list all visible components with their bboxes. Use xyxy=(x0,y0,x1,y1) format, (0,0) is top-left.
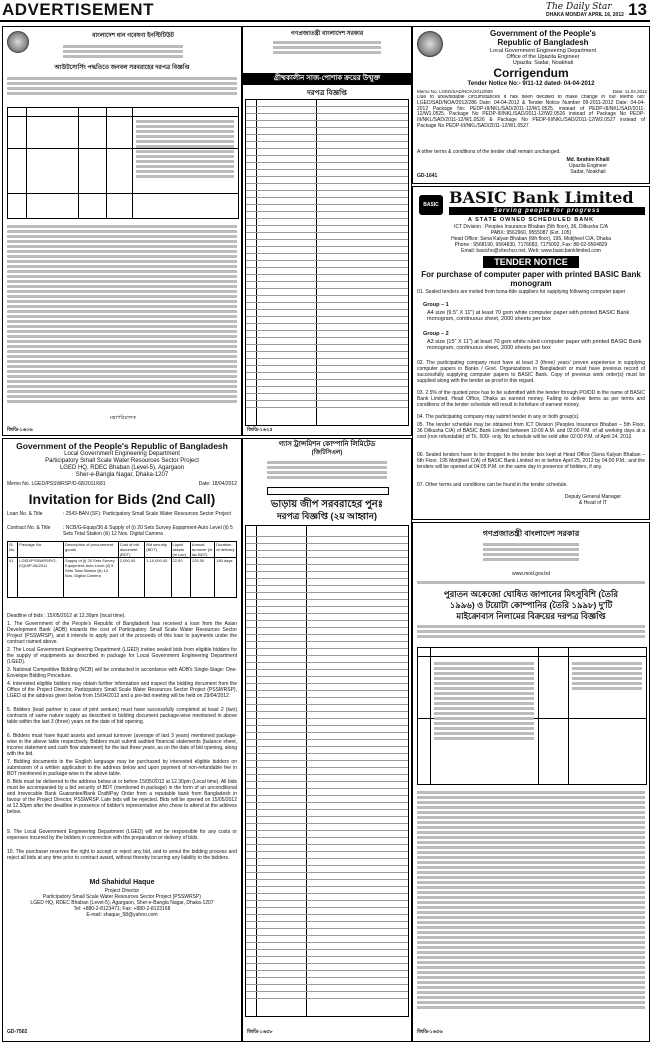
issue-date: DHAKA MONDAY APRIL 16, 2012 xyxy=(546,12,624,18)
brri-subtitle: আউটসোর্সিং পদ্ধতিতে জনবল সরবরাহের দরপত্র বিজ্ঞপ্তি xyxy=(54,65,190,71)
para-8: 8. Bids must be delivered to the address below at or before 15/05/2012 at 12.30pm (Local time). All bids must be accompanied by a bid security of BDT (mentioned in package) in the form of an unconditional and irrevocable Bank Guarantee/Bank Draft/Pay Order from a reputable bank from Bangladesh in favour of the Project Director, PSSWRSP. Late bids will be rejected. Bids will be opened on 15/05/2012 at 12.50pm after the deadline in presence of bidder's representative who chose to attend at the address below. xyxy=(7,779,237,815)
bank-address5: Email: basicho@citechco.net, Web: www.basicbanklimited.com xyxy=(461,248,601,254)
signatory-place: Sadar, Noakhali xyxy=(570,169,606,175)
bank-address3: Head Office: Sena Kalyan Bhaban (6th floor), 195, Motijheel C/A, Dhaka xyxy=(451,236,611,242)
contract-value: : NCB/G-Equip/36 & Supply of (i) 20 Sets Survey Equipment-Auto Level (ii) 5 Sets Total Station (iii) 12 Nos. Digital Camera xyxy=(63,525,233,537)
table-cell: Supply of (i) 20 Sets Survey Equipment-Auto Level (ii) 5 Sets Total Station (iii) 12 Nos. Digital Camera xyxy=(64,558,119,598)
basic-bank-tender xyxy=(412,186,650,520)
tender-notice-title: TENDER NOTICE xyxy=(483,256,579,268)
item-04: 04. The participating company may submit tender in any or both group(s). xyxy=(417,414,580,420)
table-header-row xyxy=(8,542,237,558)
gtcl-name: গ্যাস ট্রান্সমিশন কোম্পানি লিমিটেড xyxy=(278,441,376,448)
deadline: Deadline of bids : 15/05/2012 at 12.30pm (local time). xyxy=(7,613,126,619)
ifb-code: GD-7502 xyxy=(7,1029,28,1035)
signatory-title: Upazila Engineer xyxy=(568,163,608,169)
bank-address4: Phone : 9568190, 9564830, 7176683, 7175092, Fax: 88-02-9564829 xyxy=(454,242,608,248)
item-03: 03. 2.5% of the quoted price has to be submitted with the tender through PO/DD in the name of BASIC Bank Limited, Head Office, Dhaka as earnest money. Failing to deliver items as per terms and conditions of the tender schedule will result in forfeiture of earnest money. xyxy=(417,390,645,408)
tender-purpose: For purchase of computer paper with printed BASIC Bank monogram xyxy=(421,270,641,288)
uniform-code: জিডি-১৬২৫ xyxy=(247,427,273,433)
brri-signatory: মহাপরিচালক xyxy=(110,415,136,421)
tender-notice-no: Tender Notice No:- 9/11-12 dated- 04-04-2012 xyxy=(467,81,595,87)
table-cell: LGED/PSSWRSP/G-EQUIP-06/2011 xyxy=(18,558,64,598)
item-02: 02. The participating company must have at least 3 (three) years' proven experience in supplying computer papers in Banks / Govt. Organizations in Bangladesh or must have previous record of successfully supplying computer papers to BASIC Bank. Copy of previous work order(s) must be supplied along with the tender as proof in this regard. xyxy=(417,360,645,384)
group1-label: Group – 1 xyxy=(423,302,449,308)
table-cell: 125.00 xyxy=(190,558,214,598)
gas-jeep-tender xyxy=(242,438,412,1042)
gtcl-sub: দরপত্র বিজ্ঞপ্তি (২য় আহ্বান) xyxy=(276,511,378,521)
ifb-sign-line4: E-mail: shaque_58@yahoo.com xyxy=(86,912,158,918)
brri-code: জিডি-১৬০৬ xyxy=(7,427,33,433)
group2-label: Group – 2 xyxy=(423,331,449,337)
corrigendum-notice xyxy=(412,26,650,184)
bank-address2: PABX: 9562960, 9555087 (Ext. 105) xyxy=(490,230,572,236)
gov-title: গণপ্রজাতন্ত্রী বাংলাদেশ সরকার xyxy=(290,31,364,37)
auction-code: জিডি-১৬৫৬ xyxy=(417,1029,443,1035)
gov-line3: Local Government Engineering Department xyxy=(489,48,597,54)
brri-notice xyxy=(2,26,242,436)
auction-web: www.mod.gov.bd xyxy=(512,571,550,577)
para-4: 4. Interested eligible bidders may obtain further information and inspect the bidding document from the Office of the Project Director, Participatory Small Scale Water Resources Sector Project (PSSWRSP), LGED at the address given below from 15/04/2012 and a pre-bid meeting will be held on 29/04/2012. xyxy=(7,681,237,699)
bank-name: BASIC Bank Limited xyxy=(449,188,634,207)
brri-table xyxy=(7,107,239,219)
brri-title: বাংলাদেশ ধান গবেষণা ইনস্টিটিউট xyxy=(92,33,174,39)
gtcl-paren: (জিটিসিএল) xyxy=(311,450,343,456)
gtcl-table xyxy=(245,525,409,1017)
ifb-lged: Local Government Engineering Department xyxy=(64,451,180,457)
bank-signatory: Deputy General Manager xyxy=(564,494,622,500)
gov-line5: Upazila: Sadar, Noakhali xyxy=(512,60,574,66)
table-cell: 22.00 xyxy=(171,558,190,598)
contract-label: Contract No. & Title xyxy=(7,525,51,531)
bank-address1: ICT Division : Peoples Insurance Bhaban (5th floor), 36, Dilkusha C/A xyxy=(454,224,608,230)
table-header: Package No. xyxy=(18,542,64,558)
uniform-tender-notice xyxy=(242,26,412,436)
para-1: 1. The Government of the People's Republic of Bangladesh has received a loan from the Asian Development Bank (ADB) towards the cost of Participatory Small Scale Water Resources Sector Project (PSSWRSP), and it intends to apply part of the proceeds of this loan to payments under the contract named above. xyxy=(7,621,237,645)
ifb-title: Invitation for Bids (2nd Call) xyxy=(28,491,216,507)
corrigendum-code: GD-1641 xyxy=(417,173,438,179)
auction-gov: গণপ্রজাতন্ত্রী বাংলাদেশ সরকার xyxy=(482,529,580,538)
para-5: 5. Bidders (lead partner in case of joint venture) must have successfully completed at least 2 (two) contracts of same nature supply as described in bidding document package-wise mentioned in above table within the last 3 (three) years on the date of bid opening. xyxy=(7,707,237,725)
uniform-headline: গ্রীষ্মকালীন সাজ-পোশাক ক্রয়ের উন্মুক্ত xyxy=(243,73,411,85)
corrigendum-body: Due to unavoidable circumstances it has been decided to make change in our Memo No: LGED/SAD/NOA/2012/286 Date: 04-04-2012 & Tender Notice Number 09-2011-2012 Date: 04-04-2012 Package No: PEDP-III/NKL/SAD/2011-12/W1.0525, instead of PEDP-III/NKL/SAD/2011-12/W1.0525, Package No PEDP-III/NKL/SAD/2011-12/W2.0526 instead of Package No PEDP-III/NKL/SAD/2011-12/W1.0526 & Package No PEDP-III/NKL/SAD/2011-12/W2.0527 instead of Package No PEDP-III/NKL/SAD/2011-12/W1.0527. xyxy=(417,95,645,129)
basic-logo-icon: BASIC xyxy=(419,195,443,215)
para-2: 2. The Local Government Engineering Department (LGED) invites sealed bids from eligible bidders for the supply of equipments as described in package for Local Government Engineering Department (LGED). xyxy=(7,647,237,665)
para-6: 6. Bidders must have liquid assets and annual turnover (average of last 3 years) mentioned package-wise in the above table respectively. Bidders must submit audited financial statements (balance sheet, income statement and cash flow statement) for the last three years, as on the date of bid opening, along with the bid. xyxy=(7,733,237,757)
ifb-sign-line2: LGED HQ, RDEC Bhaban (Level-5), Agargaon, Sher-e-Bangla Nagar, Dhaka-1207 xyxy=(30,900,214,906)
gtcl-headline: ভাড়ায় জীপ সরবরাহের পুনঃ xyxy=(270,499,384,510)
gov-line1: Government of the People's xyxy=(490,29,596,38)
group1-text: A4 size (9.5" X 11") at least 70 gsm white computer paper with printed BASIC Bank monogram, continuous sheet, 2000 sheets per box xyxy=(427,310,630,322)
table-cell: 2,000.00 xyxy=(118,558,145,598)
group2-text: A3 size (15" X 11") at least 70 gsm white ruled computer paper with printed BASIC Bank monogram, continuous sheet, 2000 sheets per box xyxy=(427,339,642,351)
item-01: 01. Sealed tenders are invited from bona-fide suppliers for supplying following computer paper xyxy=(417,289,626,295)
table-header: Annual turnover (in lac BDT) xyxy=(190,542,214,558)
item-05: 05. The tender schedule may be obtained from ICT Division (Peoples Insurance Bhaban – 5th Floor, 36 Dilkusha C/A) of BASIC Bank Limited between 10:00 A.M. and 02:00 P.M. of all working days at a cost (non refundable) of Tk. 500/- only. No schedule will be sold after 02:00 P.M. of April 24, 2012. xyxy=(417,422,645,440)
para-10: 10. The purchaser reserves the right to accept or reject any bid, and to annul the bidding process and reject all bids at any time prior to contract award, without thereby incurring any liability to the bidders. xyxy=(7,849,237,861)
bank-sub: A STATE OWNED SCHEDULED BANK xyxy=(467,217,595,223)
invitation-for-bids xyxy=(2,438,242,1042)
gtcl-code: জিডি-১৬৫৮ xyxy=(247,1029,273,1035)
table-cell: 01 xyxy=(8,558,18,598)
ifb-sign-title: Project Director xyxy=(104,888,140,894)
bids-table xyxy=(7,541,237,598)
masthead xyxy=(0,0,650,22)
ifb-date: Date: 18/04/2012 xyxy=(198,481,237,487)
uniform-sub: দরপত্র বিজ্ঞপ্তি xyxy=(307,90,347,97)
item-06: 06. Sealed tenders have to be dropped in the tender box kept at Head Office (Sena Kalyan Bhaban – 6th Floor, 195 Motijheel C/A) of BASIC Bank Limited on or before April 25, 2012 by 04:00 P.M.; and the tenders will be opened at 04:05 P.M. on the same day in presence of bidders, if any. xyxy=(417,452,645,470)
para-3: 3. National Competitive Bidding (NCB) will be conducted in accordance with ADB's Single-Stage: One-Envelope Bidding Procedure. xyxy=(7,667,237,679)
table-cell: 1,10,000.00 xyxy=(145,558,171,598)
table-header: Duration of delivery xyxy=(215,542,237,558)
table-header: Cost of bid document (BDT) xyxy=(118,542,145,558)
corrigendum-other: A other terms & conditions of the tender shall remain unchanged. xyxy=(417,149,561,155)
loan-label: Loan No. & Title xyxy=(7,511,43,517)
ifb-address1: LGED HQ, RDEC Bhaban (Level-5), Agargaon xyxy=(59,465,185,471)
para-9: 9. The Local Government Engineering Department (LGED) will not be responsible for any costs or expenses incurred by the bidders in connection with the preparation or delivery of bids. xyxy=(7,829,237,841)
gov-line4: Office of the Upazila Engineer xyxy=(506,54,580,60)
para-7: 7. Bidding documents in the English language may be purchased by interested eligible bidders on submission of a written application to the address below and upon payment of non-refundable fee in BDT mentioned in package-wise in the above table. xyxy=(7,759,237,777)
ifb-project: Participatory Small Scale Water Resources Sector Project xyxy=(45,458,199,464)
item-07: 07. Other terms and conditions can be found in the tender schedule. xyxy=(417,482,568,488)
memo-no: Memo No: LGED/SAD/NOA/2012/809 xyxy=(417,89,493,94)
loan-value: : 2543-BAN (SF): Participatory Small Scale Water Resources Sector Project xyxy=(63,511,231,517)
auction-headline-3: মাইক্রোবাস নিলামের বিক্রয়ের দরপত্র বিজ্ঞপ্তি xyxy=(456,611,606,621)
table-header: Bid security (BDT) xyxy=(145,542,171,558)
auction-headline-1: পুরাতন অকেজো ঘোষিত জাপানের মিৎসুবিশি (তৈরি xyxy=(443,589,619,599)
table-row xyxy=(8,558,237,598)
section-title: ADVERTISEMENT xyxy=(2,0,154,19)
ifb-memo: Memo No. LGED/PSSWRSP/D-68/2011/681 xyxy=(7,481,106,487)
gov-line2: Republic of Bangladesh xyxy=(497,38,589,47)
ifb-sign-line3: Tel: +880-2-8123471; Fax: +880-2-8123168 xyxy=(73,906,171,912)
auction-headline-2: ১৯৯৬) ও টয়োটা কোম্পানির (তৈরি ১৯৯৮) দু'টি xyxy=(449,600,613,610)
govt-seal-icon xyxy=(7,31,29,53)
memo-date: Date: 11.04.2012 xyxy=(612,89,647,94)
govt-seal-icon xyxy=(417,31,443,57)
table-header: Sl. No. xyxy=(8,542,18,558)
auction-table xyxy=(417,647,647,785)
ifb-sign-name: Md Shahidul Haque xyxy=(89,879,155,886)
corrigendum-title: Corrigendum xyxy=(493,66,569,80)
table-cell: 180 days xyxy=(215,558,237,598)
uniform-table xyxy=(245,99,409,426)
bank-signatory-2: & Head of IT xyxy=(578,500,608,506)
signatory-name: Md. Ibrahim Khalil xyxy=(566,157,610,163)
table-header: Description of procurement goods xyxy=(64,542,119,558)
page-number: 13 xyxy=(628,0,647,19)
microbus-auction-notice xyxy=(412,522,650,1042)
ifb-address2: Sher-e-Bangla Nagar, Dhaka-1207 xyxy=(75,472,169,478)
bank-tagline: Serving people for progress xyxy=(449,207,645,215)
paper-name: The Daily Star xyxy=(546,2,612,12)
table-header: Liquid assets (in Lac) xyxy=(171,542,190,558)
ifb-gov: Government of the People's Republic of Bangladesh xyxy=(16,441,228,451)
ifb-sign-line1: Participatory Small Scale Water Resources Sector Project (PSSWRSP) xyxy=(43,894,201,900)
